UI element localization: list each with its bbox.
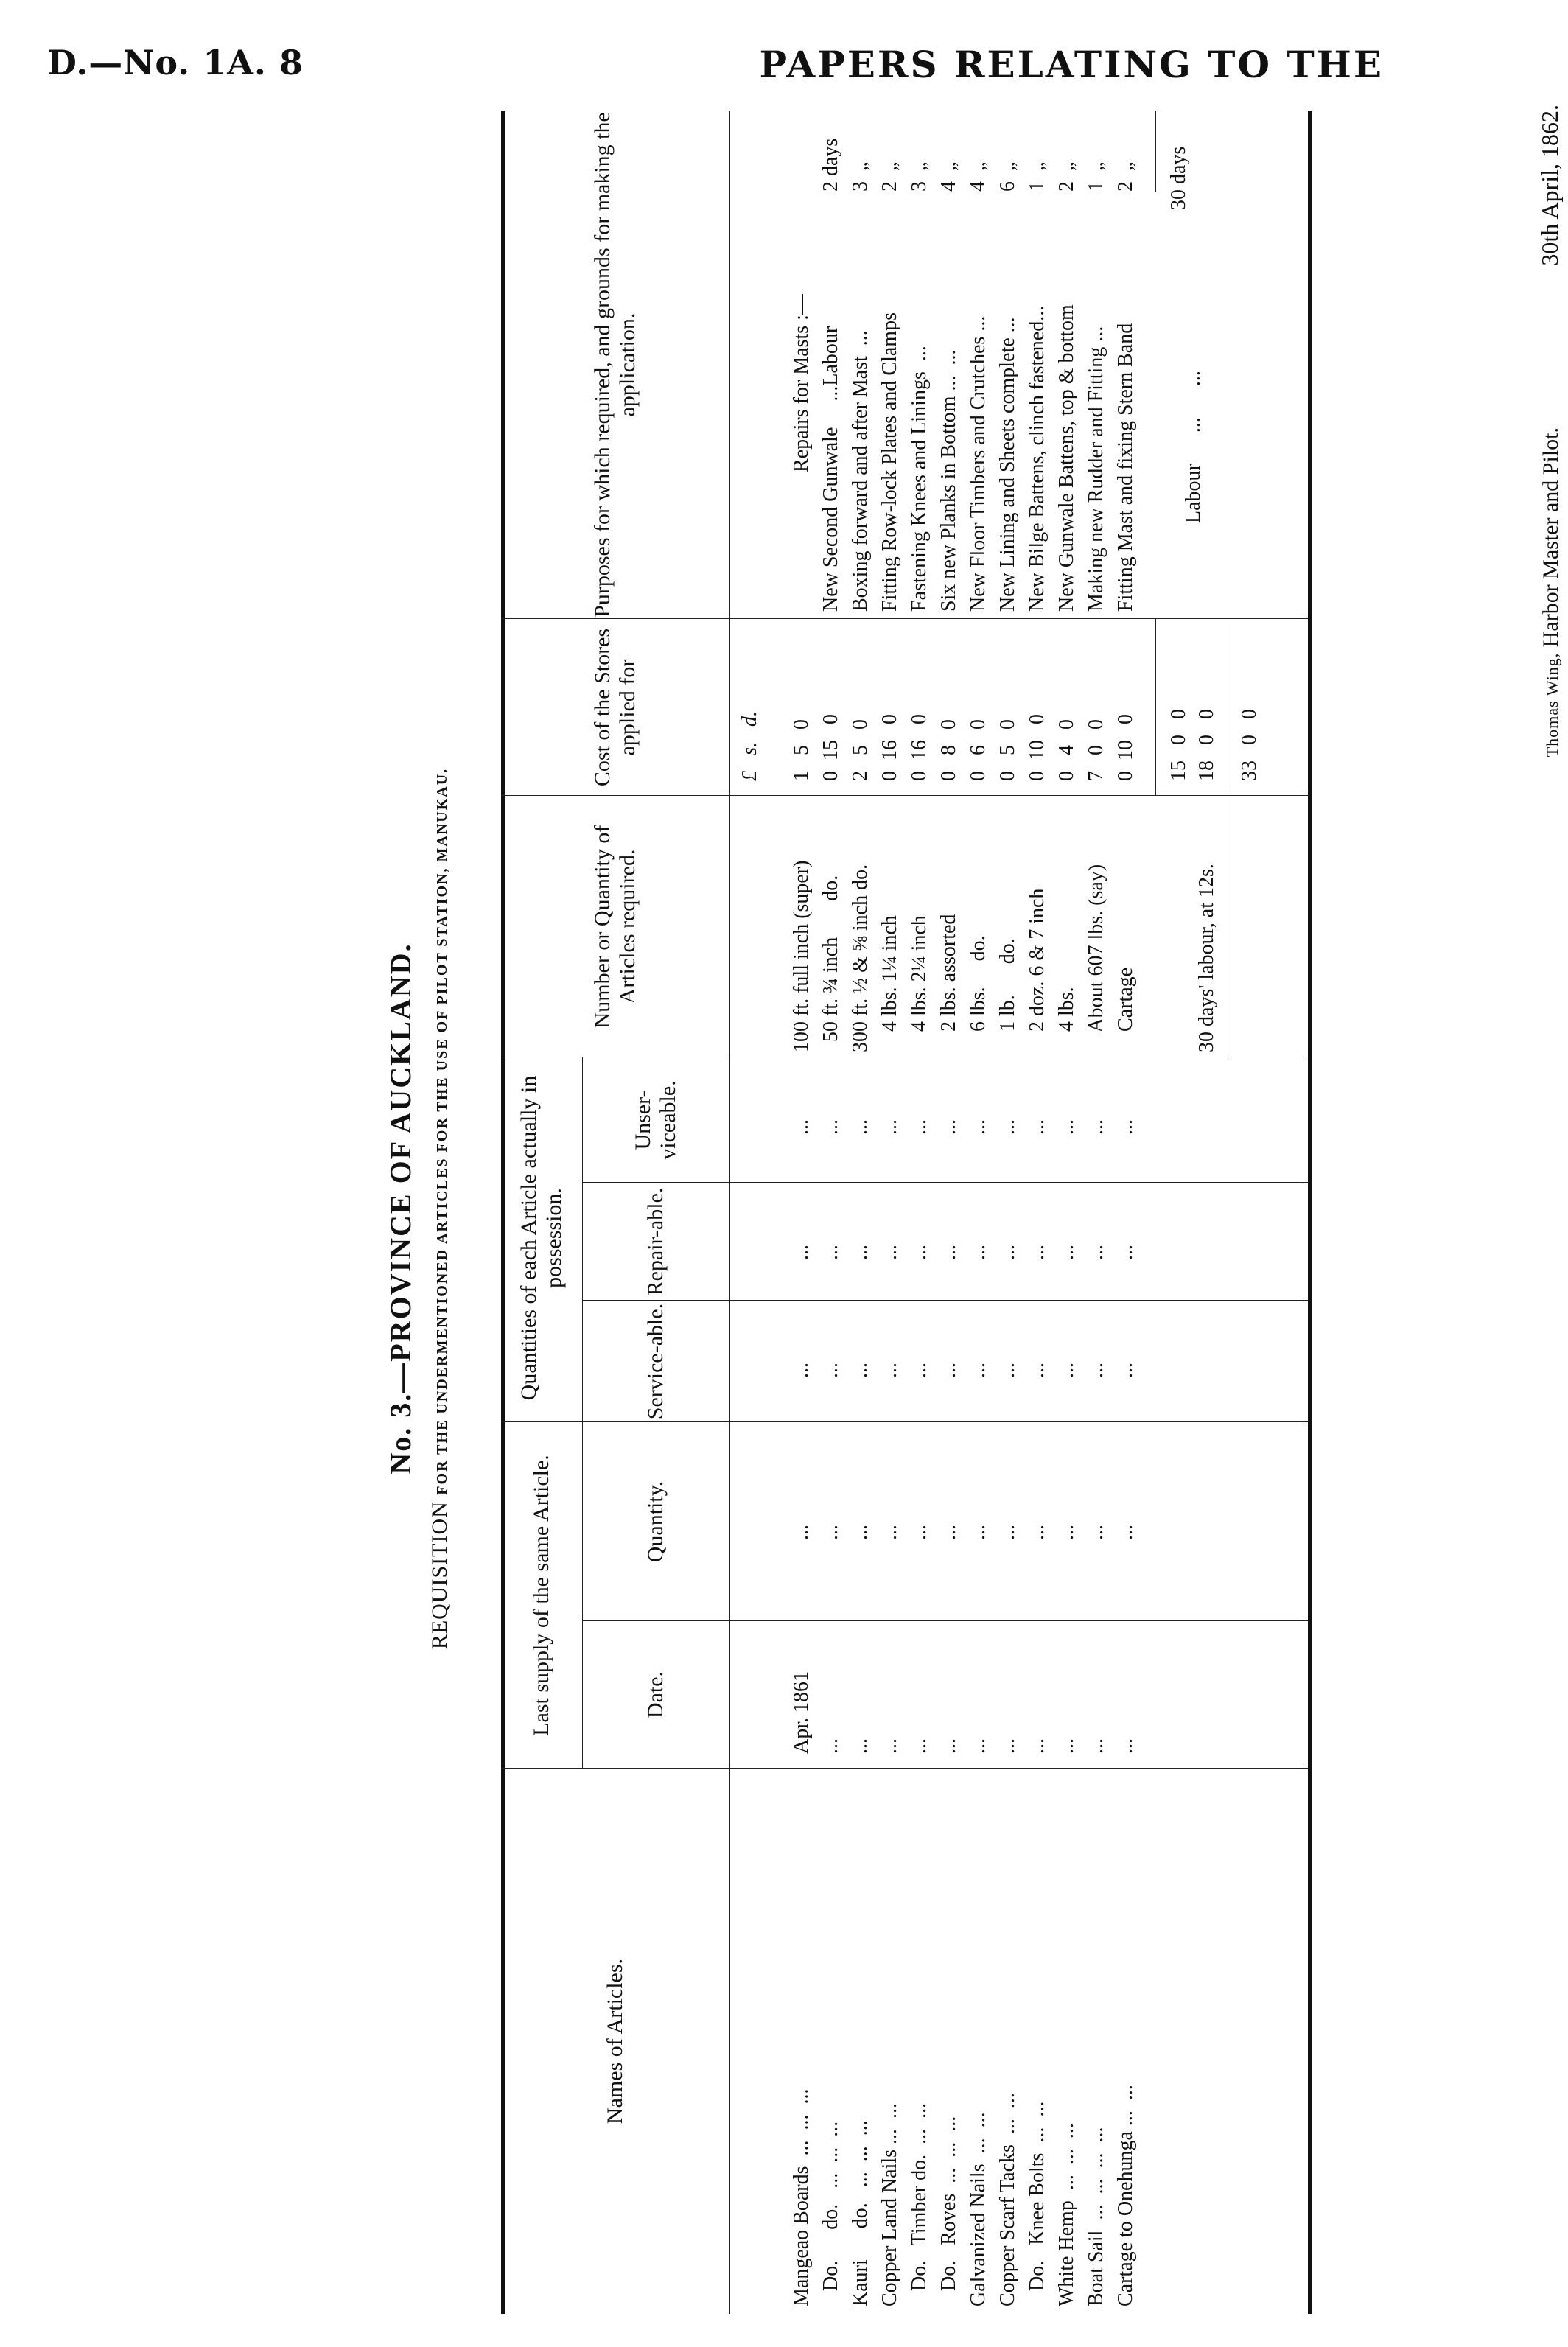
quantity-required: Cartage bbox=[1114, 967, 1137, 1052]
col-header-unserviceable: Unser-viceable. bbox=[631, 1080, 680, 1160]
serviceable-qty: ... bbox=[1026, 1363, 1049, 1378]
unserviceable-qty: ... bbox=[819, 1119, 842, 1135]
signature-title: Harbor Master and Pilot. bbox=[1539, 427, 1563, 648]
article-name: Do. Roves ... ... ... bbox=[937, 2116, 960, 2306]
supply-quantity: ... bbox=[967, 1525, 990, 1540]
cost: 0 8 0 bbox=[937, 719, 960, 781]
purpose-item: Fastening Knees and Linings ... bbox=[908, 346, 931, 612]
quantity-required: 1 lb. do. bbox=[996, 938, 1019, 1052]
repairable-qty: ... bbox=[878, 1245, 901, 1260]
repairable-qty: ... bbox=[908, 1245, 931, 1260]
subtotal-stores: 15 0 0 bbox=[1167, 709, 1190, 781]
unserviceable-qty: ... bbox=[1114, 1119, 1137, 1135]
section-title: No. 3.—PROVINCE OF AUCKLAND. bbox=[384, 942, 417, 1475]
serviceable-qty: ... bbox=[849, 1363, 872, 1378]
grand-total: 33 0 0 bbox=[1238, 709, 1261, 781]
unserviceable-qty: ... bbox=[967, 1119, 990, 1135]
supply-date: ... bbox=[849, 1738, 872, 1754]
unserviceable-qty: ... bbox=[908, 1119, 931, 1135]
quantity-required: 4 lbs. 1¼ inch bbox=[878, 915, 901, 1052]
serviceable-qty: ... bbox=[967, 1363, 990, 1378]
repairable-qty: ... bbox=[849, 1245, 872, 1260]
article-name: Do. Timber do. ... ... bbox=[908, 2102, 931, 2306]
purpose-days: 1 „ bbox=[1085, 161, 1107, 192]
article-name: White Hemp ... ... ... bbox=[1055, 2123, 1078, 2306]
quantity-required: 300 ft. ½ & ⅝ inch do. bbox=[849, 864, 872, 1052]
purpose-days: 2 „ bbox=[1055, 161, 1078, 192]
col-header-possession: Quantities of each Article actually in possession. bbox=[517, 1075, 566, 1401]
cost: 0 16 0 bbox=[878, 714, 901, 781]
subtitle-rest: FOR THE UNDERMENTIONED ARTICLES FOR THE USE OF PILOT STATION, MANUKAU. bbox=[434, 767, 450, 1495]
serviceable-qty: ... bbox=[878, 1363, 901, 1378]
page-reference: D.—No. 1A. 8 bbox=[47, 43, 304, 83]
supply-quantity: ... bbox=[790, 1525, 813, 1540]
supply-date: ... bbox=[1026, 1738, 1049, 1754]
days-rule bbox=[1155, 111, 1156, 192]
supply-date: ... bbox=[967, 1738, 990, 1754]
labour-days-total: 30 days bbox=[1167, 146, 1190, 210]
unserviceable-qty: ... bbox=[1085, 1119, 1107, 1135]
purpose-item: Fitting Mast and fixing Stern Band bbox=[1114, 323, 1137, 612]
supply-date: ... bbox=[996, 1738, 1019, 1754]
purpose-days: 2 „ bbox=[1114, 161, 1137, 192]
repairable-qty: ... bbox=[1114, 1245, 1137, 1260]
section-subtitle bbox=[427, 103, 452, 2314]
cost: 2 5 0 bbox=[849, 719, 872, 781]
supply-date: ... bbox=[937, 1738, 960, 1754]
article-name: Mangeao Boards ... ... ... bbox=[790, 2088, 813, 2306]
purpose-item: Making new Rudder and Fitting ... bbox=[1085, 326, 1107, 612]
col-header-purposes: Purposes for which required, and grounds for making the application. bbox=[590, 112, 640, 618]
unserviceable-qty: ... bbox=[1055, 1119, 1078, 1135]
purpose-item: Boxing forward and after Mast ... bbox=[849, 330, 872, 612]
purpose-days: 2 „ bbox=[878, 161, 901, 192]
purpose-item: New Lining and Sheets complete ... bbox=[996, 317, 1019, 612]
cost: 0 15 0 bbox=[819, 714, 842, 781]
purpose-item: New Bilge Battens, clinch fastened... bbox=[1026, 305, 1049, 612]
unserviceable-qty: ... bbox=[937, 1119, 960, 1135]
requisition-page bbox=[383, 103, 1568, 2314]
subtitle-lead: REQUISITION bbox=[427, 1501, 452, 1650]
purpose-days: 2 days bbox=[819, 138, 842, 192]
purpose-days: 3 „ bbox=[849, 161, 872, 192]
article-name: Cartage to Onehunga ... ... bbox=[1114, 2085, 1137, 2306]
serviceable-qty: ... bbox=[908, 1363, 931, 1378]
supply-quantity: ... bbox=[1055, 1525, 1078, 1540]
cost: 0 16 0 bbox=[908, 714, 931, 781]
article-name: Copper Land Nails ... ... bbox=[878, 2102, 901, 2306]
col-header-serviceable: Service-able. bbox=[643, 1303, 668, 1420]
quantity-required: 4 lbs. 2¼ inch bbox=[908, 915, 931, 1052]
article-name: Galvanized Nails ... ... bbox=[967, 2112, 990, 2306]
purpose-days: 1 „ bbox=[1026, 161, 1049, 192]
supply-date: ... bbox=[1114, 1738, 1137, 1754]
article-name: Copper Scarf Tacks ... ... bbox=[996, 2093, 1019, 2306]
supply-quantity: ... bbox=[1085, 1525, 1107, 1540]
purposes-heading: Repairs for Masts :— bbox=[790, 294, 813, 472]
unserviceable-qty: ... bbox=[996, 1119, 1019, 1135]
supply-quantity: ... bbox=[1026, 1525, 1049, 1540]
purpose-item: Fitting Row-lock Plates and Clamps bbox=[878, 312, 901, 612]
signature-name: Thomas Wing, bbox=[1543, 652, 1561, 758]
col-header-quantity: Quantity. bbox=[643, 1480, 668, 1563]
repairable-qty: ... bbox=[996, 1245, 1019, 1260]
supply-date: ... bbox=[1085, 1738, 1107, 1754]
subtotal-rule bbox=[1155, 619, 1156, 796]
unserviceable-qty: ... bbox=[849, 1119, 872, 1135]
supply-quantity: ... bbox=[878, 1525, 901, 1540]
serviceable-qty: ... bbox=[790, 1363, 813, 1378]
supply-quantity: ... bbox=[1114, 1525, 1137, 1540]
article-name: Boat Sail ... ... ... ... bbox=[1085, 2127, 1107, 2306]
subtotal-labour: 18 0 0 bbox=[1195, 709, 1218, 781]
repairable-qty: ... bbox=[790, 1245, 813, 1260]
purpose-item: New Gunwale Battens, top & bottom bbox=[1055, 304, 1078, 612]
unserviceable-qty: ... bbox=[1026, 1119, 1049, 1135]
col-header-repairable: Repair-able. bbox=[643, 1187, 668, 1296]
supply-quantity: ... bbox=[937, 1525, 960, 1540]
unserviceable-qty: ... bbox=[790, 1119, 813, 1135]
serviceable-qty: ... bbox=[996, 1363, 1019, 1378]
serviceable-qty: ... bbox=[1114, 1363, 1137, 1378]
cost: 1 5 0 bbox=[790, 719, 813, 781]
supply-quantity: ... bbox=[996, 1525, 1019, 1540]
supply-date: ... bbox=[819, 1738, 842, 1754]
cost: 0 5 0 bbox=[996, 719, 1019, 781]
purpose-days: 4 „ bbox=[937, 161, 960, 192]
purpose-item: New Floor Timbers and Crutches ... bbox=[967, 315, 990, 612]
cost: 0 6 0 bbox=[967, 719, 990, 781]
col-header-last-supply: Last supply of the same Article. bbox=[529, 1455, 553, 1736]
cost: 0 4 0 bbox=[1055, 719, 1078, 781]
purpose-item: Six new Planks in Bottom ... ... bbox=[937, 349, 960, 612]
supply-date: ... bbox=[878, 1738, 901, 1754]
cost: 7 0 0 bbox=[1085, 719, 1107, 781]
supply-date: ... bbox=[908, 1738, 931, 1754]
cost: 0 10 0 bbox=[1026, 714, 1049, 781]
currency-header: £ s. d. bbox=[738, 711, 761, 781]
repairable-qty: ... bbox=[819, 1245, 842, 1260]
repairable-qty: ... bbox=[967, 1245, 990, 1260]
repairable-qty: ... bbox=[1085, 1245, 1107, 1260]
serviceable-qty: ... bbox=[937, 1363, 960, 1378]
article-name: Do. Knee Bolts ... ... bbox=[1026, 2101, 1049, 2306]
supply-quantity: ... bbox=[908, 1525, 931, 1540]
article-name: Kauri do. ... ... ... bbox=[849, 2120, 872, 2306]
cost: 0 10 0 bbox=[1114, 714, 1137, 781]
col-header-number: Number or Quantity of Articles required. bbox=[590, 825, 640, 1029]
serviceable-qty: ... bbox=[1055, 1363, 1078, 1378]
purpose-days: 4 „ bbox=[967, 161, 990, 192]
article-name: Do. do. ... ... ... bbox=[819, 2121, 842, 2306]
repairable-qty: ... bbox=[1026, 1245, 1049, 1260]
supply-date: Apr. 1861 bbox=[790, 1671, 813, 1754]
purpose-days: 3 „ bbox=[908, 161, 931, 192]
supply-quantity: ... bbox=[849, 1525, 872, 1540]
col-header-cost: Cost of the Stores applied for bbox=[590, 628, 640, 787]
supply-date: ... bbox=[1055, 1738, 1078, 1754]
serviceable-qty: ... bbox=[1085, 1363, 1107, 1378]
quantity-required: 6 lbs. do. bbox=[967, 935, 990, 1052]
labour-label: Labour ... ... bbox=[1182, 371, 1205, 523]
signature bbox=[1539, 427, 1564, 757]
quantity-required: 50 ft. ¾ inch do. bbox=[819, 875, 842, 1052]
quantity-required: 2 lbs. assorted bbox=[937, 914, 960, 1052]
running-title: PAPERS RELATING TO THE bbox=[759, 43, 1384, 86]
quantity-required: 2 doz. 6 & 7 inch bbox=[1026, 888, 1049, 1052]
quantity-required: 4 lbs. bbox=[1055, 987, 1078, 1052]
supply-quantity: ... bbox=[819, 1525, 842, 1540]
serviceable-qty: ... bbox=[819, 1363, 842, 1378]
header-bottom-rule bbox=[729, 111, 730, 2314]
purpose-days: 6 „ bbox=[996, 161, 1019, 192]
repairable-qty: ... bbox=[1055, 1245, 1078, 1260]
unserviceable-qty: ... bbox=[878, 1119, 901, 1135]
requisition-date: 30th April, 1862. bbox=[1536, 105, 1563, 266]
table-bottom-rule bbox=[1308, 111, 1312, 2314]
col-header-date: Date. bbox=[643, 1671, 668, 1719]
quantity-required: About 607 lbs. (say) bbox=[1085, 864, 1107, 1052]
purpose-item: New Second Gunwale ...Labour bbox=[819, 326, 842, 612]
repairable-qty: ... bbox=[937, 1245, 960, 1260]
quantity-required: 100 ft. full inch (super) bbox=[790, 860, 813, 1052]
labour-description: 30 days' labour, at 12s. bbox=[1195, 864, 1218, 1052]
col-header-names: Names of Articles. bbox=[603, 1958, 627, 2124]
